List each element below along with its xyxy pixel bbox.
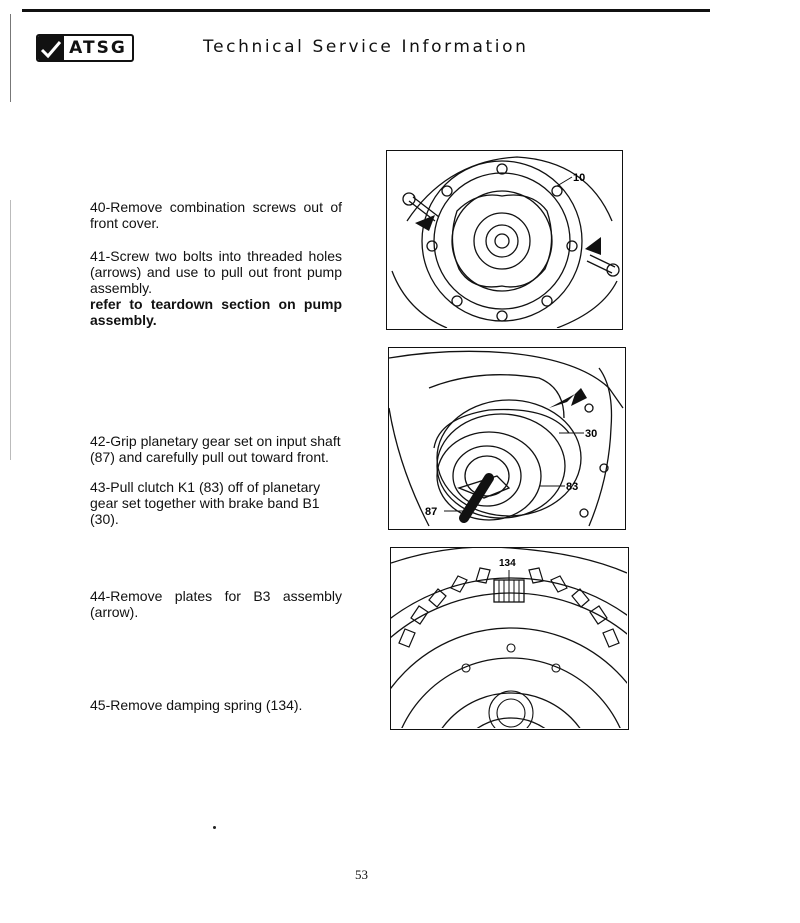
front-cover-illustration	[387, 151, 621, 328]
planetary-illustration	[389, 348, 624, 528]
step-41	[90, 248, 342, 328]
step-45-text: 45-Remove damping spring (134).	[90, 697, 303, 713]
step-42	[90, 433, 342, 465]
callout-10: 10	[573, 172, 586, 184]
top-rule	[22, 9, 710, 12]
step-45	[90, 697, 342, 713]
step-44-text: 44-Remove plates for B3 assembly (arrow).	[90, 588, 342, 620]
callout-83: 83	[566, 481, 579, 493]
left-margin-rule	[10, 14, 11, 102]
header-title: Technical Service Information	[203, 37, 529, 57]
step-42-text: 42-Grip planetary gear set on input shaft (87) and carefully pull out toward front.	[90, 433, 341, 465]
atsg-logo	[36, 34, 134, 62]
b3-plates-illustration	[391, 548, 627, 728]
left-margin-rule-lower	[10, 200, 11, 460]
step-43-text: 43-Pull clutch K1 (83) off of planetary gear set together with brake band B1 (30).	[90, 479, 321, 527]
figure-planetary	[388, 347, 626, 530]
logo-text: ATSG	[69, 38, 127, 58]
callout-134: 134	[499, 558, 516, 569]
step-41-note: refer to teardown section on pump assembly.	[90, 296, 342, 328]
figure-b3-plates	[390, 547, 629, 730]
step-41-text: 41-Screw two bolts into threaded holes (arrows) and use to pull out front pump assembly.	[90, 248, 342, 296]
step-40	[90, 199, 342, 231]
figure-front-cover	[386, 150, 623, 330]
page-number: 53	[355, 867, 368, 882]
scan-speck	[213, 826, 216, 829]
step-40-text: 40-Remove combination screws out of front cover.	[90, 199, 342, 231]
callout-87: 87	[425, 506, 438, 518]
step-43	[90, 479, 342, 527]
logo-check-icon	[38, 36, 64, 60]
callout-30: 30	[585, 428, 598, 440]
step-44	[90, 588, 342, 620]
